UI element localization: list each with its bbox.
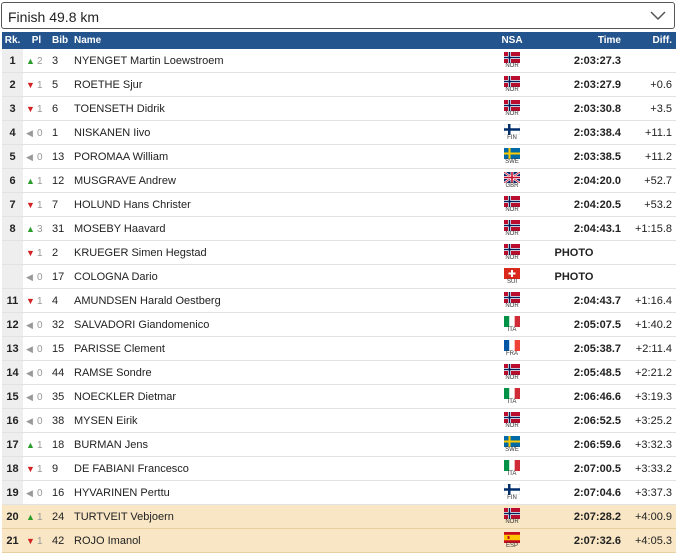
table-row[interactable]	[2, 73, 676, 97]
race-point-dropdown[interactable]	[1, 2, 675, 29]
nor-flag-icon	[504, 364, 520, 375]
bib-cell: 15	[50, 337, 74, 361]
nsa-cell	[497, 361, 527, 385]
bib-cell: 16	[50, 481, 74, 505]
bib-cell: 1	[50, 121, 74, 145]
time-cell: PHOTO	[527, 241, 623, 265]
athlete-name[interactable]: MYSEN Eirik	[74, 409, 497, 433]
arrow-left-icon: ◀	[26, 271, 33, 282]
nsa-code: NOR	[505, 254, 519, 261]
arrow-left-icon: ◀	[26, 391, 33, 402]
places-change: 0	[37, 319, 43, 331]
header-time[interactable]: Time	[527, 32, 623, 49]
time-cell: 2:05:07.5	[527, 313, 623, 337]
arrow-left-icon: ◀	[26, 151, 33, 162]
ita-flag-icon	[504, 460, 520, 471]
diff-cell: +3:25.2	[623, 409, 676, 433]
bib-cell: 2	[50, 241, 74, 265]
arrow-left-icon: ◀	[26, 127, 33, 138]
nor-flag-icon	[504, 508, 520, 519]
nsa-cell	[497, 145, 527, 169]
athlete-name[interactable]: AMUNDSEN Harald Oestberg	[74, 289, 497, 313]
diff-cell: +52.7	[623, 169, 676, 193]
arrow-left-icon: ◀	[26, 319, 33, 330]
table-row[interactable]	[2, 529, 676, 553]
nsa-code: NOR	[505, 110, 519, 117]
nsa-code: NOR	[505, 62, 519, 69]
table-row[interactable]	[2, 145, 676, 169]
places-cell	[23, 265, 50, 289]
athlete-name[interactable]: ROETHE Sjur	[74, 73, 497, 97]
time-cell: 2:06:46.6	[527, 385, 623, 409]
arrow-down-icon: ▼	[26, 79, 35, 90]
table-row[interactable]	[2, 169, 676, 193]
bib-cell: 4	[50, 289, 74, 313]
nsa-cell	[497, 457, 527, 481]
table-row[interactable]	[2, 457, 676, 481]
places-change: 1	[37, 439, 43, 451]
time-cell: 2:07:32.6	[527, 529, 623, 553]
nsa-code: ITA	[507, 470, 517, 477]
ita-flag-icon	[504, 316, 520, 327]
table-row[interactable]	[2, 409, 676, 433]
athlete-name[interactable]: POROMAA William	[74, 145, 497, 169]
nsa-code: ESP	[505, 542, 518, 549]
athlete-name[interactable]: DE FABIANI Francesco	[74, 457, 497, 481]
nsa-cell	[497, 529, 527, 553]
nor-flag-icon	[504, 292, 520, 303]
athlete-name[interactable]: NISKANEN Iivo	[74, 121, 497, 145]
rank-cell: 14	[2, 361, 23, 385]
nsa-cell	[497, 433, 527, 457]
places-change: 0	[37, 415, 43, 427]
places-cell	[23, 97, 50, 121]
nsa-cell	[497, 265, 527, 289]
places-change: 1	[37, 535, 43, 547]
table-row[interactable]	[2, 97, 676, 121]
bib-cell: 32	[50, 313, 74, 337]
rank-cell: 20	[2, 505, 23, 529]
places-change: 1	[37, 247, 43, 259]
time-cell: 2:06:59.6	[527, 433, 623, 457]
athlete-name[interactable]: RAMSE Sondre	[74, 361, 497, 385]
nsa-cell	[497, 313, 527, 337]
bib-cell: 5	[50, 73, 74, 97]
places-change: 1	[37, 79, 43, 91]
fin-flag-icon	[504, 484, 520, 495]
nor-flag-icon	[504, 52, 520, 63]
bib-cell: 7	[50, 193, 74, 217]
nor-flag-icon	[504, 412, 520, 423]
places-change: 0	[37, 151, 43, 163]
nsa-code: ITA	[507, 398, 517, 405]
arrow-down-icon: ▼	[26, 463, 35, 474]
athlete-name[interactable]: HOLUND Hans Christer	[74, 193, 497, 217]
gbr-flag-icon	[504, 172, 520, 183]
results-table	[2, 32, 676, 553]
nsa-code: FIN	[507, 494, 517, 501]
time-cell: 2:07:00.5	[527, 457, 623, 481]
time-cell: 2:06:52.5	[527, 409, 623, 433]
nsa-code: NOR	[505, 374, 519, 381]
rank-cell: 15	[2, 385, 23, 409]
arrow-left-icon: ◀	[26, 343, 33, 354]
time-cell: 2:03:30.8	[527, 97, 623, 121]
bib-cell: 24	[50, 505, 74, 529]
table-row[interactable]	[2, 49, 676, 73]
athlete-name[interactable]: BURMAN Jens	[74, 433, 497, 457]
table-row[interactable]	[2, 385, 676, 409]
header-nsa[interactable]: NSA	[497, 32, 527, 49]
places-cell	[23, 385, 50, 409]
arrow-left-icon: ◀	[26, 367, 33, 378]
places-cell	[23, 193, 50, 217]
rank-cell: 13	[2, 337, 23, 361]
arrow-left-icon: ◀	[26, 415, 33, 426]
sui-flag-icon	[504, 268, 520, 279]
bib-cell: 42	[50, 529, 74, 553]
table-row[interactable]	[2, 193, 676, 217]
places-change: 3	[37, 223, 43, 235]
time-cell: 2:04:20.5	[527, 193, 623, 217]
nsa-cell	[497, 97, 527, 121]
ita-flag-icon	[504, 388, 520, 399]
places-change: 1	[37, 103, 43, 115]
time-cell: 2:04:20.0	[527, 169, 623, 193]
places-cell	[23, 49, 50, 73]
athlete-name[interactable]: ROJO Imanol	[74, 529, 497, 553]
table-row[interactable]	[2, 217, 676, 241]
diff-cell: +1:15.8	[623, 217, 676, 241]
nsa-code: FRA	[506, 350, 518, 357]
arrow-down-icon: ▼	[26, 535, 35, 546]
bib-cell: 13	[50, 145, 74, 169]
time-cell: 2:04:43.1	[527, 217, 623, 241]
table-row[interactable]	[2, 121, 676, 145]
rank-cell: 2	[2, 73, 23, 97]
nsa-cell	[497, 49, 527, 73]
places-cell	[23, 433, 50, 457]
athlete-name[interactable]: SALVADORI Giandomenico	[74, 313, 497, 337]
nsa-cell	[497, 121, 527, 145]
swe-flag-icon	[504, 436, 520, 447]
places-cell	[23, 529, 50, 553]
places-change: 1	[37, 463, 43, 475]
places-change: 0	[37, 391, 43, 403]
places-change: 2	[37, 55, 43, 67]
table-row[interactable]	[2, 505, 676, 529]
nsa-code: NOR	[505, 302, 519, 309]
nsa-code: FIN	[507, 134, 517, 141]
time-cell: 2:03:38.5	[527, 145, 623, 169]
rank-cell: 21	[2, 529, 23, 553]
diff-cell: +3:33.2	[623, 457, 676, 481]
rank-cell: 12	[2, 313, 23, 337]
places-change: 0	[37, 487, 43, 499]
places-cell	[23, 505, 50, 529]
nor-flag-icon	[504, 76, 520, 87]
nsa-cell	[497, 481, 527, 505]
athlete-name[interactable]: TOENSETH Didrik	[74, 97, 497, 121]
diff-cell	[623, 49, 676, 73]
diff-cell: +3:19.3	[623, 385, 676, 409]
nsa-cell	[497, 505, 527, 529]
athlete-name[interactable]: KRUEGER Simen Hegstad	[74, 241, 497, 265]
table-row[interactable]	[2, 433, 676, 457]
places-cell	[23, 457, 50, 481]
time-cell: 2:07:28.2	[527, 505, 623, 529]
arrow-up-icon: ▲	[26, 175, 35, 186]
rank-cell: 3	[2, 97, 23, 121]
arrow-left-icon: ◀	[26, 487, 33, 498]
time-cell: 2:03:38.4	[527, 121, 623, 145]
header-name[interactable]: Name	[74, 32, 497, 49]
time-cell: 2:03:27.3	[527, 49, 623, 73]
esp-flag-icon	[504, 532, 520, 543]
athlete-name[interactable]: NYENGET Martin Loewstroem	[74, 49, 497, 73]
arrow-down-icon: ▼	[26, 247, 35, 258]
places-change: 0	[37, 343, 43, 355]
places-change: 0	[37, 271, 43, 283]
nsa-cell	[497, 241, 527, 265]
places-cell	[23, 73, 50, 97]
rank-cell: 7	[2, 193, 23, 217]
nsa-code: SWE	[505, 158, 519, 165]
nsa-code: GBR	[505, 182, 519, 189]
nor-flag-icon	[504, 244, 520, 255]
diff-cell: +1:16.4	[623, 289, 676, 313]
time-cell: 2:03:27.9	[527, 73, 623, 97]
rank-cell: 11	[2, 289, 23, 313]
athlete-name[interactable]: COLOGNA Dario	[74, 265, 497, 289]
nsa-code: NOR	[505, 206, 519, 213]
places-cell	[23, 145, 50, 169]
arrow-down-icon: ▼	[26, 103, 35, 114]
places-cell	[23, 241, 50, 265]
diff-cell: +2:11.4	[623, 337, 676, 361]
nsa-code: NOR	[505, 422, 519, 429]
diff-cell: +4:00.9	[623, 505, 676, 529]
nsa-cell	[497, 337, 527, 361]
diff-cell	[623, 241, 676, 265]
header-diff[interactable]: Diff.	[623, 32, 676, 49]
places-cell	[23, 121, 50, 145]
places-cell	[23, 313, 50, 337]
nsa-code: NOR	[505, 518, 519, 525]
rank-cell: 1	[2, 49, 23, 73]
table-row[interactable]	[2, 313, 676, 337]
table-row[interactable]	[2, 241, 676, 265]
nsa-cell	[497, 289, 527, 313]
arrow-up-icon: ▲	[26, 511, 35, 522]
diff-cell: +11.2	[623, 145, 676, 169]
arrow-down-icon: ▼	[26, 295, 35, 306]
bib-cell: 3	[50, 49, 74, 73]
rank-cell: 5	[2, 145, 23, 169]
rank-cell: 18	[2, 457, 23, 481]
arrow-down-icon: ▼	[26, 199, 35, 210]
nsa-cell	[497, 217, 527, 241]
diff-cell: +4:05.3	[623, 529, 676, 553]
table-row[interactable]	[2, 289, 676, 313]
table-header-row	[2, 32, 676, 49]
nsa-cell	[497, 73, 527, 97]
rank-cell: 17	[2, 433, 23, 457]
rank-cell: 16	[2, 409, 23, 433]
diff-cell: +3:32.3	[623, 433, 676, 457]
header-bib[interactable]: Bib	[50, 32, 74, 49]
places-change: 1	[37, 199, 43, 211]
diff-cell: +1:40.2	[623, 313, 676, 337]
nsa-code: NOR	[505, 230, 519, 237]
bib-cell: 31	[50, 217, 74, 241]
bib-cell: 17	[50, 265, 74, 289]
header-rank[interactable]: Rk.	[2, 32, 23, 49]
nsa-cell	[497, 385, 527, 409]
time-cell: PHOTO	[527, 265, 623, 289]
swe-flag-icon	[504, 148, 520, 159]
athlete-name[interactable]: PARISSE Clement	[74, 337, 497, 361]
nsa-code: ITA	[507, 326, 517, 333]
bib-cell: 18	[50, 433, 74, 457]
nsa-cell	[497, 193, 527, 217]
places-cell	[23, 409, 50, 433]
time-cell: 2:07:04.6	[527, 481, 623, 505]
arrow-up-icon: ▲	[26, 439, 35, 450]
places-change: 0	[37, 127, 43, 139]
diff-cell: +2:21.2	[623, 361, 676, 385]
table-row[interactable]	[2, 265, 676, 289]
rank-cell: 4	[2, 121, 23, 145]
table-row[interactable]	[2, 361, 676, 385]
bib-cell: 35	[50, 385, 74, 409]
table-row[interactable]	[2, 337, 676, 361]
diff-cell	[623, 265, 676, 289]
fin-flag-icon	[504, 124, 520, 135]
rank-cell: 19	[2, 481, 23, 505]
places-cell	[23, 337, 50, 361]
diff-cell: +53.2	[623, 193, 676, 217]
bib-cell: 12	[50, 169, 74, 193]
athlete-name[interactable]: MOSEBY Haavard	[74, 217, 497, 241]
nsa-code: SWE	[505, 446, 519, 453]
athlete-name[interactable]: TURTVEIT Vebjoern	[74, 505, 497, 529]
bib-cell: 6	[50, 97, 74, 121]
time-cell: 2:05:38.7	[527, 337, 623, 361]
places-change: 1	[37, 511, 43, 523]
athlete-name[interactable]: HYVARINEN Perttu	[74, 481, 497, 505]
rank-cell: 8	[2, 217, 23, 241]
rank-cell	[2, 241, 23, 265]
athlete-name[interactable]: NOECKLER Dietmar	[74, 385, 497, 409]
nor-flag-icon	[504, 220, 520, 231]
arrow-up-icon: ▲	[26, 55, 35, 66]
diff-cell: +3.5	[623, 97, 676, 121]
places-cell	[23, 481, 50, 505]
bib-cell: 9	[50, 457, 74, 481]
chevron-down-icon	[650, 9, 666, 21]
places-change: 1	[37, 295, 43, 307]
time-cell: 2:05:48.5	[527, 361, 623, 385]
nsa-code: SUI	[506, 278, 517, 285]
bib-cell: 38	[50, 409, 74, 433]
nsa-code: NOR	[505, 86, 519, 93]
table-row[interactable]	[2, 481, 676, 505]
time-cell: 2:04:43.7	[527, 289, 623, 313]
nor-flag-icon	[504, 196, 520, 207]
places-cell	[23, 169, 50, 193]
diff-cell: +0.6	[623, 73, 676, 97]
bib-cell: 44	[50, 361, 74, 385]
nor-flag-icon	[504, 100, 520, 111]
athlete-name[interactable]: MUSGRAVE Andrew	[74, 169, 497, 193]
header-places[interactable]: Pl	[23, 32, 50, 49]
diff-cell: +11.1	[623, 121, 676, 145]
fra-flag-icon	[504, 340, 520, 351]
places-change: 0	[37, 367, 43, 379]
places-cell	[23, 289, 50, 313]
dropdown-selected-value: Finish 49.8 km	[8, 9, 100, 25]
places-cell	[23, 361, 50, 385]
rank-cell	[2, 265, 23, 289]
places-change: 1	[37, 175, 43, 187]
nsa-cell	[497, 169, 527, 193]
nsa-cell	[497, 409, 527, 433]
places-cell	[23, 217, 50, 241]
diff-cell: +3:37.3	[623, 481, 676, 505]
arrow-up-icon: ▲	[26, 223, 35, 234]
rank-cell: 6	[2, 169, 23, 193]
